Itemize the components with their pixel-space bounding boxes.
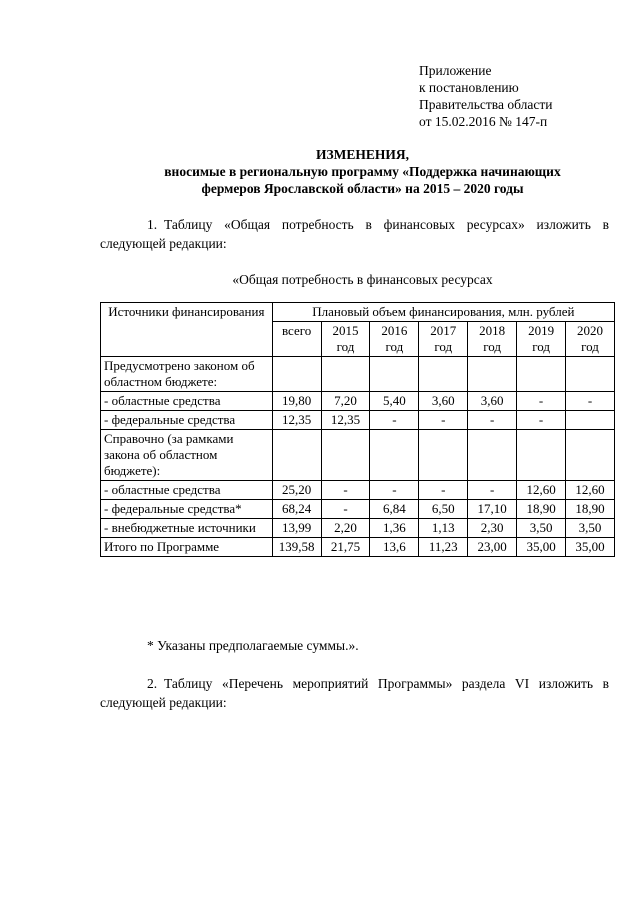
cell-year-value [517, 357, 566, 392]
title-line: ИЗМЕНЕНИЯ, [315, 147, 409, 162]
header-total: всего [272, 322, 321, 357]
cell-year-value: 11,23 [419, 538, 468, 557]
cell-total: 12,35 [272, 411, 321, 430]
row-label: - федеральные средства* [101, 500, 273, 519]
cell-year-value [321, 430, 370, 481]
cell-year-value: 12,35 [321, 411, 370, 430]
cell-year-value: 7,20 [321, 392, 370, 411]
paragraph-number: 2. [147, 676, 158, 691]
header-year: 2017 год [419, 322, 468, 357]
cell-year-value [419, 430, 468, 481]
cell-year-value: 17,10 [468, 500, 517, 519]
row-label: Итого по Программе [101, 538, 273, 557]
title-line: фермеров Ярославской области» на 2015 – 2020 годы [201, 181, 524, 196]
row-label: Справочно (за рамками закона об областном бюджете): [101, 430, 273, 481]
table-row [101, 430, 615, 481]
cell-total [272, 357, 321, 392]
paragraph-number: 1. [147, 217, 158, 232]
financing-table [100, 302, 615, 557]
table-row [101, 392, 615, 411]
row-label: - областные средства [101, 392, 273, 411]
cell-year-value [566, 430, 615, 481]
cell-year-value: 6,84 [370, 500, 419, 519]
cell-year-value: 18,90 [566, 500, 615, 519]
cell-year-value: - [370, 411, 419, 430]
cell-year-value: 13,6 [370, 538, 419, 557]
cell-year-value [468, 430, 517, 481]
appendix-line: от 15.02.2016 № 147-п [419, 114, 548, 129]
header-year: 2018 год [468, 322, 517, 357]
appendix-line: к постановлению [419, 80, 519, 95]
cell-year-value: - [517, 392, 566, 411]
cell-year-value: 5,40 [370, 392, 419, 411]
cell-year-value: - [468, 481, 517, 500]
cell-year-value [468, 357, 517, 392]
cell-year-value: 23,00 [468, 538, 517, 557]
cell-year-value: 1,13 [419, 519, 468, 538]
cell-total: 25,20 [272, 481, 321, 500]
header-plan: Плановый объем финансирования, млн. рублей [272, 303, 614, 322]
table-row [101, 481, 615, 500]
table-row [101, 411, 615, 430]
paragraph-1 [100, 215, 609, 253]
footnote: * Указаны предполагаемые суммы.». [147, 638, 359, 653]
cell-year-value: 2,30 [468, 519, 517, 538]
appendix-line: Приложение [419, 63, 492, 78]
header-year: 2016 год [370, 322, 419, 357]
cell-year-value: - [566, 392, 615, 411]
cell-year-value: - [517, 411, 566, 430]
cell-year-value: 12,60 [566, 481, 615, 500]
cell-total: 68,24 [272, 500, 321, 519]
cell-year-value [566, 357, 615, 392]
cell-year-value: 35,00 [517, 538, 566, 557]
cell-year-value [419, 357, 468, 392]
cell-year-value: 6,50 [419, 500, 468, 519]
paragraph-text: Таблицу «Перечень мероприятий Программы» раздела VI изложить в следующей редакции: [100, 676, 609, 710]
table-row [101, 538, 615, 557]
cell-year-value: - [419, 411, 468, 430]
appendix-block [419, 62, 552, 130]
table-row [101, 519, 615, 538]
header-year: 2020 год [566, 322, 615, 357]
cell-year-value: 3,50 [566, 519, 615, 538]
table-row [101, 500, 615, 519]
cell-year-value: - [370, 481, 419, 500]
appendix-line: Правительства области [419, 97, 553, 112]
cell-year-value [321, 357, 370, 392]
cell-total [272, 430, 321, 481]
cell-total: 19,80 [272, 392, 321, 411]
cell-year-value: 18,90 [517, 500, 566, 519]
cell-year-value: 1,36 [370, 519, 419, 538]
cell-year-value: 3,50 [517, 519, 566, 538]
cell-year-value: - [321, 481, 370, 500]
row-label: - федеральные средства [101, 411, 273, 430]
cell-year-value [566, 411, 615, 430]
cell-year-value: - [468, 411, 517, 430]
cell-year-value: 21,75 [321, 538, 370, 557]
cell-total: 139,58 [272, 538, 321, 557]
row-label: - внебюджетные источники [101, 519, 273, 538]
paragraph-2 [100, 674, 609, 712]
cell-year-value [517, 430, 566, 481]
cell-year-value: 3,60 [419, 392, 468, 411]
row-label: Предусмотрено законом об областном бюджете: [101, 357, 273, 392]
paragraph-text: Таблицу «Общая потребность в финансовых ресурсах» изложить в следующей редакции: [100, 217, 609, 251]
header-year: 2019 год [517, 322, 566, 357]
table-row [101, 357, 615, 392]
cell-year-value: 3,60 [468, 392, 517, 411]
cell-total: 13,99 [272, 519, 321, 538]
header-year: 2015 год [321, 322, 370, 357]
title-line: вносимые в региональную программу «Поддержка начинающих [164, 164, 561, 179]
cell-year-value [370, 430, 419, 481]
cell-year-value: - [419, 481, 468, 500]
table-caption: «Общая потребность в финансовых ресурсах [232, 272, 493, 287]
row-label: - областные средства [101, 481, 273, 500]
cell-year-value: 2,20 [321, 519, 370, 538]
cell-year-value: 12,60 [517, 481, 566, 500]
header-source: Источники финансирования [101, 303, 273, 357]
document-title [100, 146, 625, 197]
cell-year-value: 35,00 [566, 538, 615, 557]
cell-year-value: - [321, 500, 370, 519]
cell-year-value [370, 357, 419, 392]
